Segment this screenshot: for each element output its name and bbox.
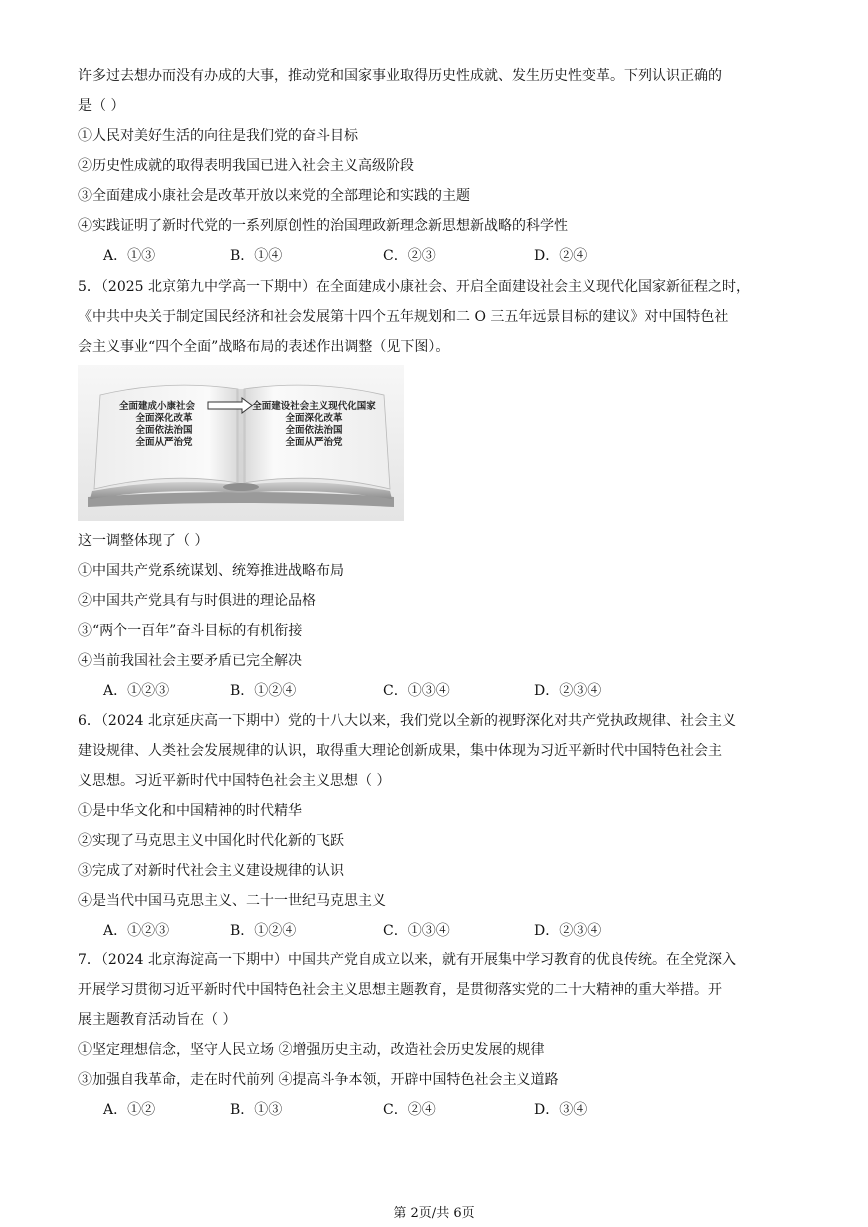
answer-option-b: B．①②④ bbox=[230, 923, 297, 939]
left-page-line: 全面从严治党 bbox=[135, 437, 193, 448]
answer-option-b: B．①④ bbox=[230, 248, 283, 264]
statement-item: ①是中华文化和中国精神的时代精华 bbox=[78, 803, 302, 819]
statement-item: ④当前我国社会主要矛盾已完全解决 bbox=[78, 653, 302, 669]
question-7-text: 7．（2024 北京海淀高一下期中）中国共产党自成立以来，就有开展集中学习教育的优良传统。在全党深入 bbox=[78, 952, 736, 968]
answer-option-a: A．①② bbox=[103, 1102, 156, 1118]
statement-item: ④是当代中国马克思主义、二十一世纪马克思主义 bbox=[78, 893, 386, 909]
answer-option-d: D．②④ bbox=[534, 248, 588, 264]
answer-option-b: B．①②④ bbox=[230, 683, 297, 699]
right-page-line: 全面深化改革 bbox=[285, 413, 343, 424]
answer-option-a: A．①②③ bbox=[103, 923, 170, 939]
answer-option-c: C．①③④ bbox=[383, 923, 450, 939]
question-7-text: 展主题教育活动旨在（ ） bbox=[78, 1012, 237, 1028]
question-text: 是（ ） bbox=[78, 98, 125, 114]
statement-item: ③全面建成小康社会是改革开放以来党的全部理论和实践的主题 bbox=[78, 188, 470, 204]
question-7-text: 开展学习贯彻习近平新时代中国特色社会主义思想主题教育，是贯彻落实党的二十大精神的重大举措。开 bbox=[78, 982, 722, 998]
answer-option-d: D．②③④ bbox=[534, 923, 602, 939]
question-6-text: 义思想。习近平新时代中国特色社会主义思想（ ） bbox=[78, 773, 391, 789]
statement-item: ②中国共产党具有与时俱进的理论品格 bbox=[78, 593, 316, 609]
statement-item: ①中国共产党系统谋划、统筹推进战略布局 bbox=[78, 563, 344, 579]
statement-item: ②实现了马克思主义中国化时代化新的飞跃 bbox=[78, 833, 344, 849]
question-5-text: 《中共中央关于制定国民经济和社会发展第十四个五年规划和二 O 三五年远景目标的建议》对中国特色社 bbox=[78, 309, 729, 325]
question-6-text: 6．（2024 北京延庆高一下期中）党的十八大以来，我们党以全新的视野深化对共产党执政规律、社会主义 bbox=[78, 713, 736, 729]
answer-option-c: C．①③④ bbox=[383, 683, 450, 699]
question-5-stem: 这一调整体现了（ ） bbox=[78, 533, 209, 549]
question-5-text: 5．（2025 北京第九中学高一下期中）在全面建成小康社会、开启全面建设社会主义现代化国家新征程之时， bbox=[78, 279, 750, 295]
right-page-line: 全面依法治国 bbox=[285, 425, 343, 436]
statement-item: ②历史性成就的取得表明我国已进入社会主义高级阶段 bbox=[78, 158, 414, 174]
left-page-line: 全面深化改革 bbox=[135, 413, 193, 424]
answer-option-c: C．②③ bbox=[383, 248, 436, 264]
page-number: 第 2页/共 6页 bbox=[393, 1206, 475, 1221]
answer-option-d: D．③④ bbox=[534, 1102, 588, 1118]
statement-item: ③加强自我革命，走在时代前列 ④提高斗争本领，开辟中国特色社会主义道路 bbox=[78, 1072, 559, 1088]
answer-option-b: B．①③ bbox=[230, 1102, 283, 1118]
right-page-line: 全面从严治党 bbox=[285, 437, 343, 448]
statement-item: ③完成了对新时代社会主义建设规律的认识 bbox=[78, 863, 344, 879]
answer-option-c: C．②④ bbox=[383, 1102, 436, 1118]
statement-item: ①人民对美好生活的向往是我们党的奋斗目标 bbox=[78, 128, 358, 144]
question-6-text: 建设规律、人类社会发展规律的认识，取得重大理论创新成果，集中体现为习近平新时代中国特色社会主 bbox=[78, 743, 722, 759]
answer-option-d: D．②③④ bbox=[534, 683, 602, 699]
open-book-figure bbox=[78, 365, 404, 521]
question-text: 许多过去想办而没有办成的大事，推动党和国家事业取得历史性成就、发生历史性变革。下列认识正确的 bbox=[78, 68, 722, 84]
right-page-line: 全面建设社会主义现代化国家 bbox=[252, 401, 376, 412]
answer-option-a: A．①②③ bbox=[103, 683, 170, 699]
answer-option-a: A．①③ bbox=[103, 248, 156, 264]
left-page-line: 全面依法治国 bbox=[135, 425, 193, 436]
statement-item: ④实践证明了新时代党的一系列原创性的治国理政新理念新思想新战略的科学性 bbox=[78, 218, 568, 234]
left-page-line: 全面建成小康社会 bbox=[118, 401, 196, 412]
question-5-text: 会主义事业“四个全面”战略布局的表述作出调整（见下图）。 bbox=[78, 339, 450, 355]
statement-item: ③“两个一百年”奋斗目标的有机衔接 bbox=[78, 623, 303, 639]
statement-item: ①坚定理想信念，坚守人民立场 ②增强历史主动，改造社会历史发展的规律 bbox=[78, 1042, 545, 1058]
